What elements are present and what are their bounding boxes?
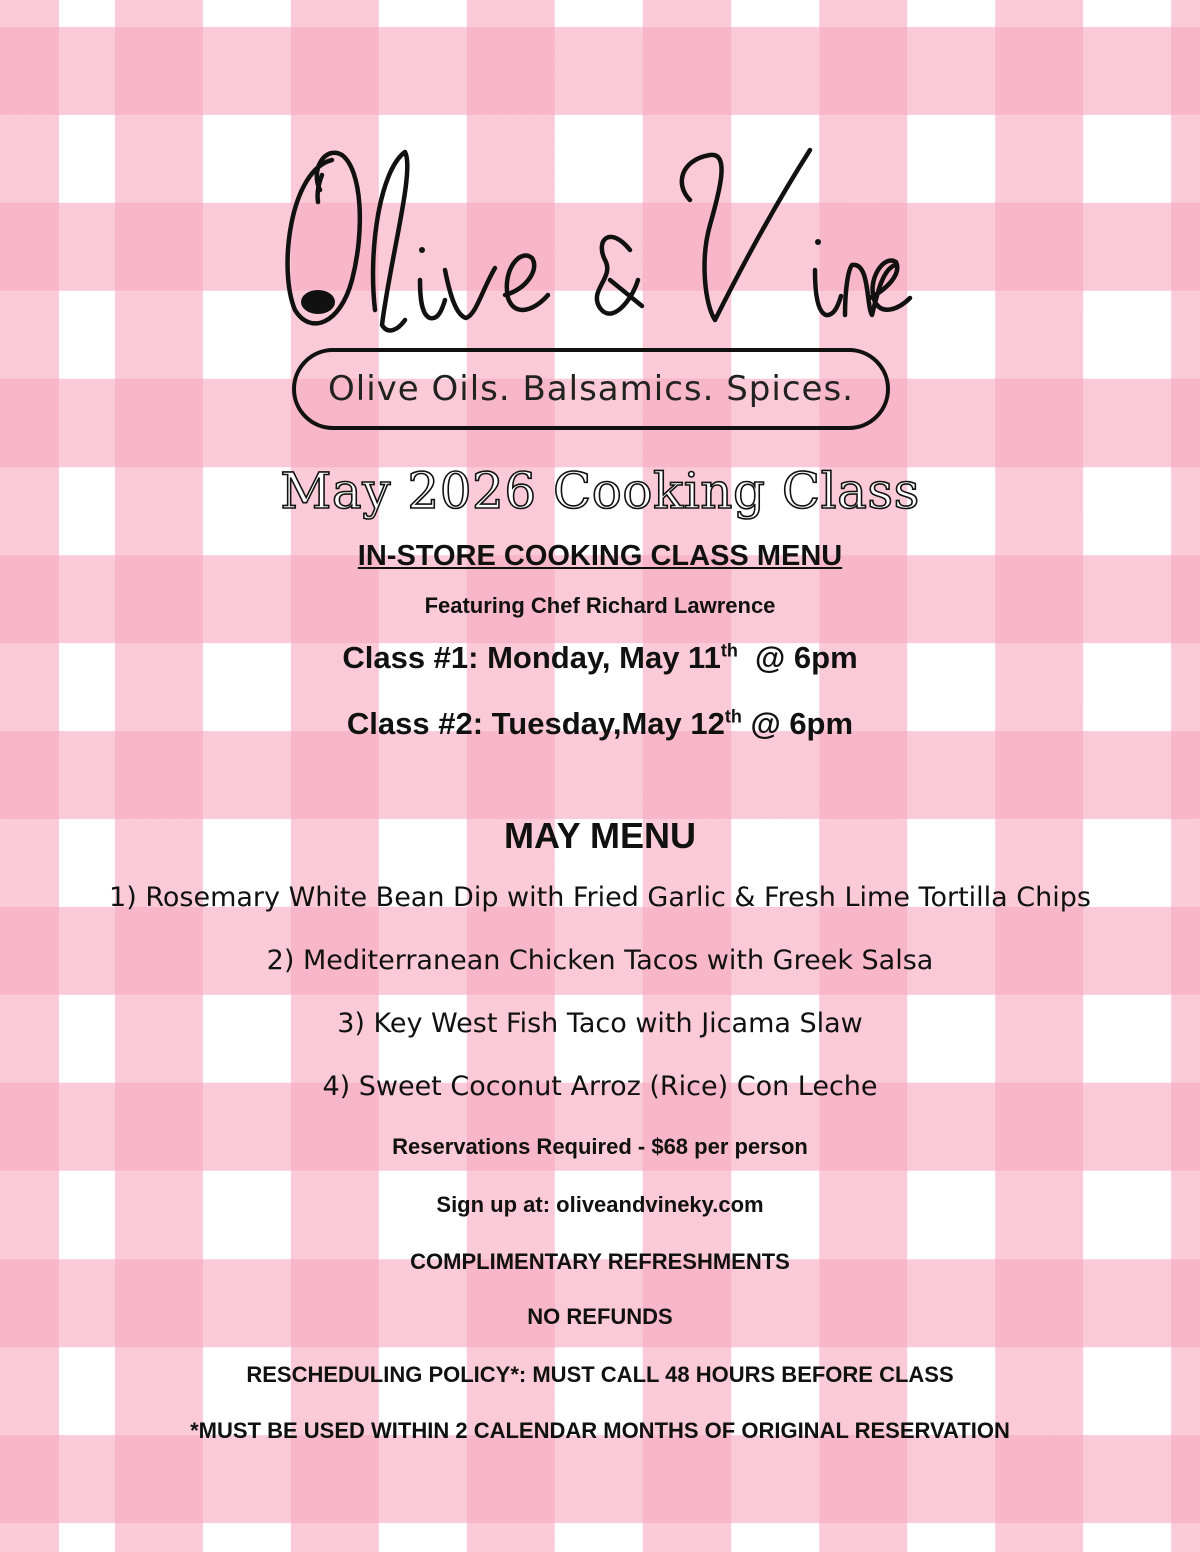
olive-and-vine-script-logo-icon <box>270 130 920 340</box>
signup-website: Sign up at: oliveandvineky.com <box>436 1192 764 1217</box>
olive-and-vine-logo <box>270 130 920 460</box>
class-2-schedule <box>0 706 1200 742</box>
class-2-ordinal: th <box>724 706 742 727</box>
featured-chef: Featuring Chef Richard Lawrence <box>424 593 776 618</box>
menu-item: 2) Mediterranean Chicken Tacos with Greek Salsa <box>266 945 934 976</box>
tagline-badge: Olive Oils. Balsamics. Spices. <box>292 348 890 430</box>
class-2-time: @ 6pm <box>741 706 854 741</box>
reservation-price: Reservations Required - $68 per person <box>392 1134 808 1159</box>
menu-item: 4) Sweet Coconut Arroz (Rice) Con Leche <box>322 1071 878 1102</box>
menu-subtitle: IN-STORE COOKING CLASS MENU <box>357 540 843 572</box>
refreshments-note: COMPLIMENTARY REFRESHMENTS <box>410 1249 790 1274</box>
menu-item: 1) Rosemary White Bean Dip with Fried Garlic & Fresh Lime Tortilla Chips <box>109 882 1091 913</box>
rescheduling-policy: RESCHEDULING POLICY*: MUST CALL 48 HOURS BEFORE CLASS <box>246 1362 954 1387</box>
class-2-date: Class #2: Tuesday,May 12 <box>346 706 725 741</box>
menu-item: 3) Key West Fish Taco with Jicama Slaw <box>337 1008 863 1039</box>
class-1-time: @ 6pm <box>737 640 858 675</box>
class-1-schedule <box>0 640 1200 676</box>
class-1-ordinal: th <box>720 640 738 661</box>
refund-policy: NO REFUNDS <box>527 1304 673 1329</box>
menu-heading: MAY MENU <box>503 815 697 856</box>
rescheduling-footnote: *MUST BE USED WITHIN 2 CALENDAR MONTHS OF ORIGINAL RESERVATION <box>190 1418 1010 1443</box>
event-title: May 2026 Cooking Class <box>280 462 920 520</box>
class-1-date: Class #1: Monday, May 11 <box>342 640 721 675</box>
